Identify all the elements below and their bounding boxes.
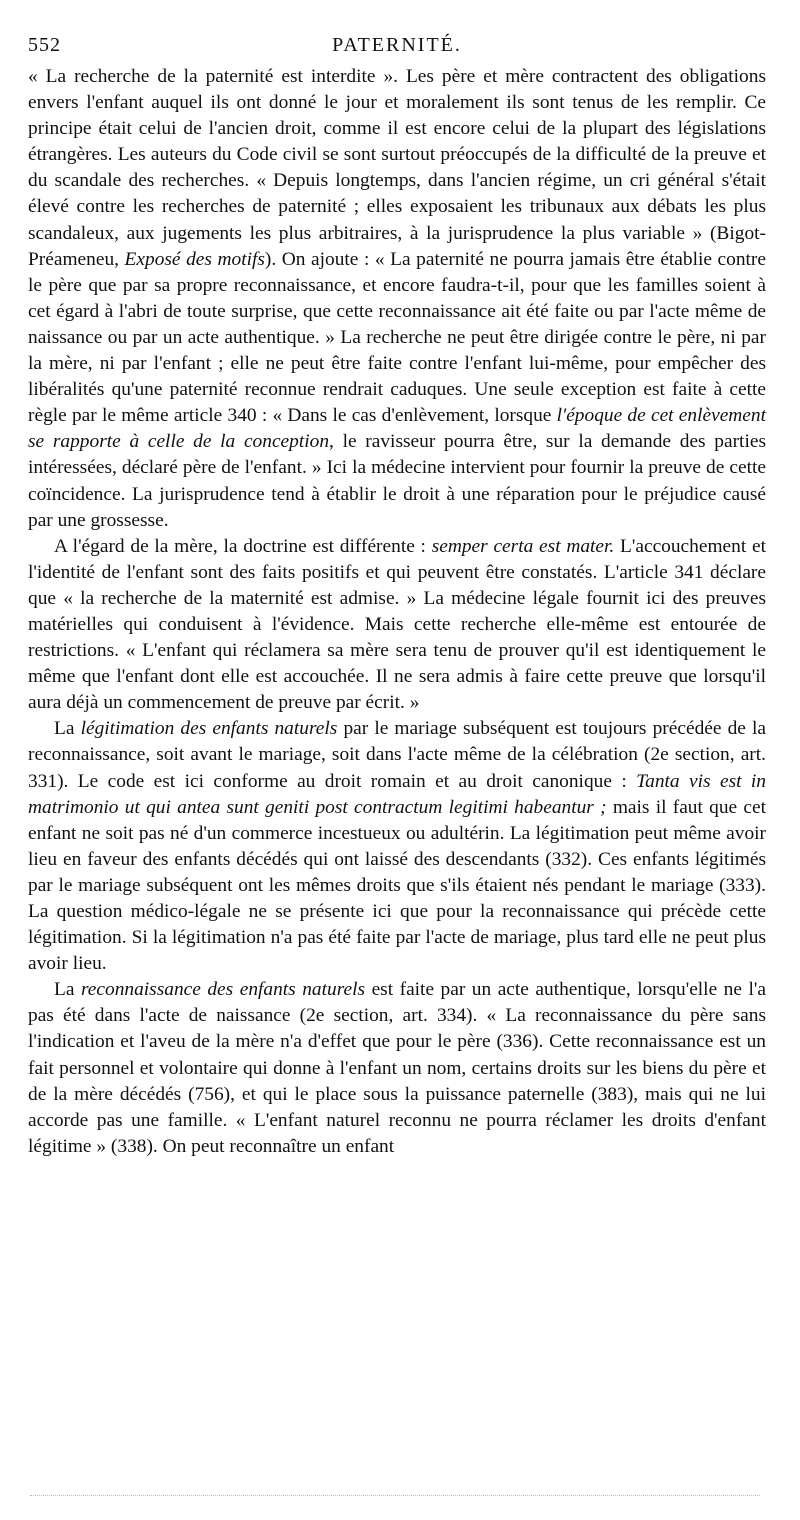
italic-text-segment: Tanta vis est in matrimonio ut qui antea sunt geniti post contractum legitimi habeantur ; bbox=[28, 770, 766, 818]
paragraph bbox=[28, 716, 766, 977]
text-segment: mais il faut que cet enfant ne soit pas né d'un commerce incestueux ou adultérin. La légitimation peut même avoir lieu en faveur des enfants décédés qui ont laissé des descendants (332). Ces enfants légitimés par le mariage subséquent ont les mêmes droits que s'ils étaient nés pendant le mariage (333). La question médico-légale ne se présente ici que pour la reconnaissance qui précède cette légitimation. Si la légitimation n'a pas été faite par l'acte de mariage, plus tard elle ne peut plus avoir lieu. bbox=[28, 796, 766, 975]
text-segment: par le mariage subséquent est toujours précédée de la reconnaissance, soit avant le mariage, soit dans l'acte même de la célébration (2e section, art. 331). Le code est ici conforme au droit romain et au droit canonique : bbox=[28, 718, 766, 792]
bottom-scan-margin bbox=[30, 1495, 760, 1496]
text-segment: est faite par un acte authentique, lorsqu'elle ne l'a pas été dans l'acte de naissance (2e section, art. 334). « La reconnaissance du père sans l'indication et l'aveu de la mère n'a d'effet que pour le père (336). Cette reconnaissance est un fait personnel et volontaire qui donne à l'enfant un nom, certains droits sur les biens du père et de la mère décédés (756), et qui le place sous la puissance paternelle (383), mais qui ne lui accorde pas une famille. « L'enfant naturel reconnu ne pourra réclamer les droits d'enfant légitime » (338). On peut reconnaître un enfant bbox=[28, 979, 766, 1157]
page-header bbox=[28, 34, 766, 64]
text-segment: ). On ajoute : « La paternité ne pourra jamais être établie contre le père que par sa propre reconnaissance, et encore faudra-t-il, pour que les familles soient à cet égard à l'abri de toute surprise, que cette reconnaissance ait été faite ou par l'acte même de naissance ou par un acte authentique. » La recherche ne peut être dirigée contre le père, ni par la mère, ni par l'enfant ; elle ne peut être faite contre l'enfant lui-même, pour empêcher des libéralités qu'une paternité reconnue rendrait caduques. Une seule exception est faite à cette règle par le même article 340 : « Dans le cas d'enlèvement, lorsque bbox=[28, 248, 766, 427]
book-page bbox=[28, 34, 766, 1160]
text-segment: L'accouchement et l'identité de l'enfant sont des faits positifs et qui peuvent être constatés. L'article 341 déclare que « la recherche de la maternité est admise. » La médecine légale fournit ici des preuves matérielles qui conduisent à l'évidence. Mais cette recherche elle-même est entourée de restrictions. « L'enfant qui réclamera sa mère sera tenu de prouver qu'il est identiquement le même que l'enfant dont elle est accouchée. Il ne sera admis à faire cette preuve que lorsqu'il aura déjà un commencement de preuve par écrit. » bbox=[28, 535, 766, 714]
body-text bbox=[28, 64, 766, 1160]
text-segment: , le ravisseur pourra être, sur la demande des parties intéressées, déclaré père de l'enfant. » Ici la médecine intervient pour fournir la preuve de cette coïncidence. La jurisprudence tend à établir le droit à une réparation pour le préjudice causé par une grossesse. bbox=[28, 431, 766, 531]
paragraph bbox=[28, 977, 766, 1160]
text-segment: A l'égard de la mère, la doctrine est différente : bbox=[54, 535, 432, 557]
text-segment: La bbox=[54, 718, 81, 740]
italic-text-segment: l'époque de cet enlèvement se rapporte à celle de la conception bbox=[28, 405, 766, 453]
italic-text-segment: légitimation des enfants naturels bbox=[80, 718, 338, 740]
paragraph bbox=[28, 534, 766, 717]
italic-text-segment: reconnaissance des enfants naturels bbox=[80, 979, 366, 1001]
page-number: 552 bbox=[28, 34, 61, 56]
text-segment: « La recherche de la paternité est interdite ». Les père et mère contractent des obligations envers l'enfant auquel ils ont donné le jour et moralement ils sont tenus de les remplir. Ce principe était celui de l'ancien droit, comme il est encore celui de la plupart des législations étrangères. Les auteurs du Code civil se sont surtout préoccupés de la difficulté de la preuve et du scandale des recherches. « Depuis longtemps, dans l'ancien régime, un cri général s'était élevé contre les recherches de paternité ; elles exposaient les tribunaux aux débats les plus scandaleux, aux jugements les plus arbitraires, à la jurisprudence la plus variable » (Bigot-Préameneu, bbox=[28, 66, 766, 270]
running-title: PATERNITÉ. bbox=[332, 34, 462, 56]
italic-text-segment: semper certa est mater. bbox=[431, 535, 615, 557]
text-segment: La bbox=[54, 979, 81, 1001]
paragraph bbox=[28, 64, 766, 534]
italic-text-segment: Exposé des motifs bbox=[124, 248, 265, 270]
